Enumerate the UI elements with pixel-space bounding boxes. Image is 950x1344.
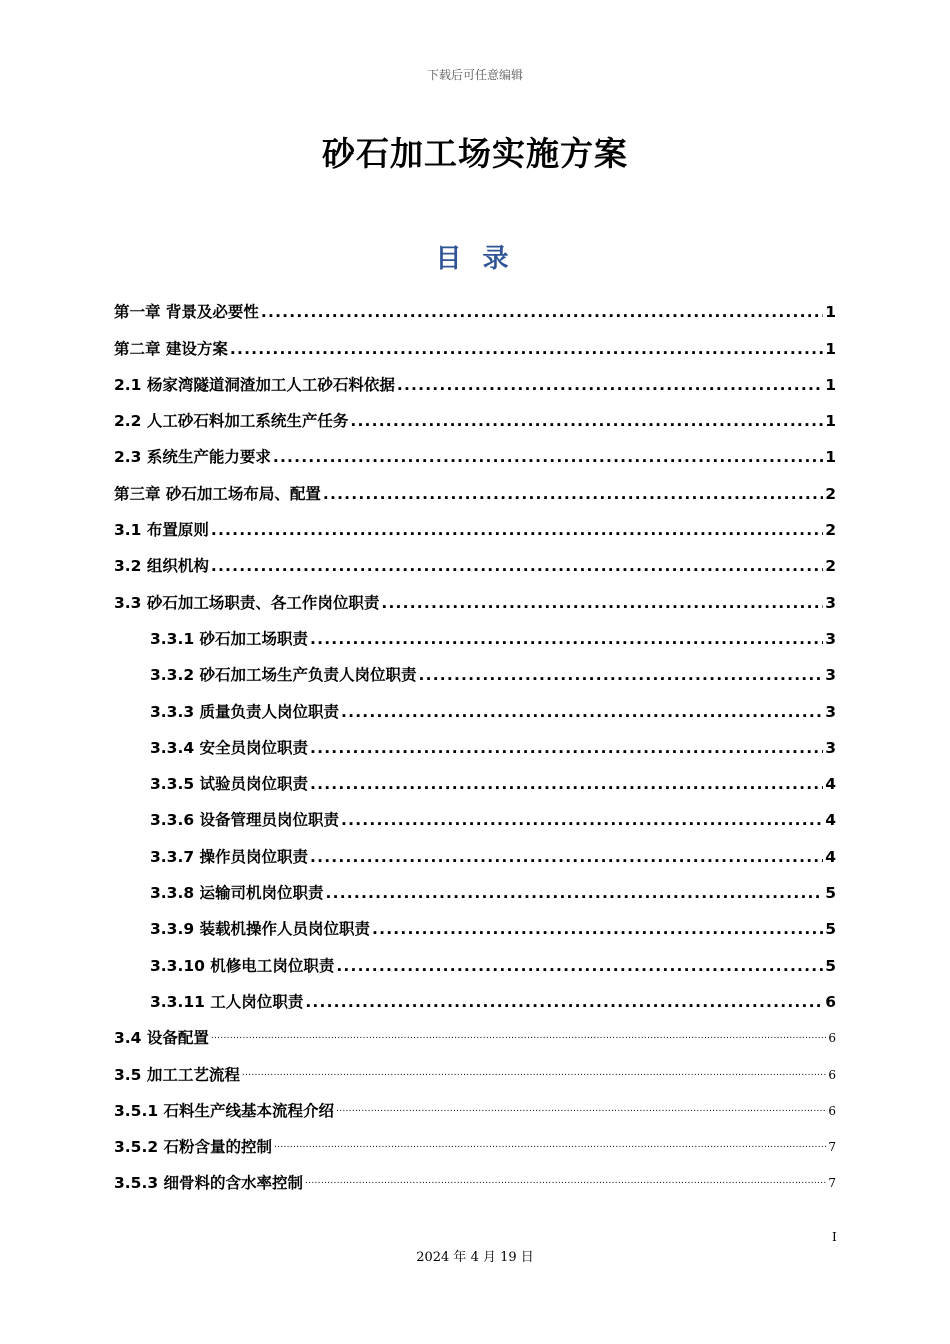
toc-entry-label: 第二章 建设方案 [114,339,228,358]
toc-dot-leader [419,657,824,693]
toc-entry[interactable] [114,1165,836,1201]
toc-dot-leader [242,1057,827,1093]
toc-entry-page: 1 [825,339,836,358]
toc-entry-page: 1 [825,412,836,431]
toc-entry-label: 3.3.1 砂石加工场职责 [150,629,309,648]
toc-entry-label: 第一章 背景及必要性 [114,303,259,322]
toc-entry-label: 3.3.11 工人岗位职责 [150,992,304,1011]
toc-entry[interactable] [114,766,836,802]
toc-entry[interactable] [114,1056,836,1092]
toc-entry[interactable] [114,294,836,330]
toc-dot-leader [341,802,823,838]
toc-entry-page: 5 [825,920,836,939]
toc-dot-leader [326,875,824,911]
toc-heading: 目 录 [435,244,515,274]
toc-entry[interactable] [114,693,836,729]
toc-entry-label: 3.3.10 机修电工岗位职责 [150,956,335,975]
toc-entry-label: 3.5.1 石料生产线基本流程介绍 [114,1101,335,1120]
toc-entry-label: 3.3.7 操作员岗位职责 [150,847,309,866]
toc-entry-label: 3.5.2 石粉含量的控制 [114,1138,273,1157]
toc-dot-leader [397,367,823,403]
toc-entry[interactable] [114,403,836,439]
footer-date: 2024 年 4 月 19 日 [416,1250,534,1265]
toc-entry-label: 3.3.3 质量负责人岗位职责 [150,702,340,721]
header-note: 下载后可任意编辑 [426,68,523,82]
toc-entry-label: 3.3.9 装载机操作人员岗位职责 [150,920,371,939]
toc-entry[interactable] [114,367,836,403]
toc-entry-page: 7 [828,1176,836,1191]
toc-entry-label: 3.3.2 砂石加工场生产负责人岗位职责 [150,666,417,685]
toc-entry[interactable] [114,1093,836,1129]
toc-entry-page: 3 [825,702,836,721]
toc-entry-page: 1 [825,303,836,322]
toc-entry-page: 3 [825,593,836,612]
toc-entry-label: 2.3 系统生产能力要求 [114,448,271,467]
toc-dot-leader [261,294,823,330]
toc-entry[interactable] [114,984,836,1020]
toc-entry-page: 5 [825,884,836,903]
toc-entry[interactable] [114,657,836,693]
toc-entry-page: 4 [825,775,836,794]
toc-dot-leader [211,1020,827,1056]
table-of-contents [114,294,836,1201]
toc-entry-page: 6 [828,1067,836,1082]
toc-dot-leader [341,694,823,730]
toc-entry-page: 3 [825,738,836,757]
toc-entry-page: 6 [828,1031,836,1046]
toc-dot-leader [230,331,823,367]
toc-entry-page: 5 [825,956,836,975]
toc-entry-label: 2.2 人工砂石料加工系统生产任务 [114,412,349,431]
toc-dot-leader [336,1093,826,1129]
toc-dot-leader [350,403,823,439]
toc-dot-leader [381,585,823,621]
toc-dot-leader [310,730,823,766]
document-title: 砂石加工场实施方案 [322,134,628,173]
toc-entry-page: 4 [825,847,836,866]
toc-entry-label: 3.3.8 运输司机岗位职责 [150,884,324,903]
toc-entry-label: 第三章 砂石加工场布局、配置 [114,484,321,503]
page-number: I [832,1230,837,1244]
toc-entry[interactable] [114,439,836,475]
toc-entry-page: 3 [825,666,836,685]
toc-entry[interactable] [114,621,836,657]
toc-entry-page: 3 [825,629,836,648]
toc-entry[interactable] [114,875,836,911]
toc-entry-page: 2 [825,557,836,576]
toc-dot-leader [211,512,823,548]
toc-dot-leader [211,548,823,584]
toc-dot-leader [305,1165,826,1201]
toc-entry[interactable] [114,475,836,511]
toc-entry-label: 3.3.6 设备管理员岗位职责 [150,811,340,830]
toc-dot-leader [310,621,823,657]
toc-dot-leader [323,476,823,512]
toc-entry[interactable] [114,730,836,766]
toc-entry-label: 3.3.5 试验员岗位职责 [150,775,309,794]
toc-dot-leader [336,948,823,984]
toc-entry[interactable] [114,584,836,620]
toc-entry-page: 6 [828,1103,836,1118]
toc-entry[interactable] [114,548,836,584]
toc-entry[interactable] [114,838,836,874]
toc-entry-label: 3.1 布置原则 [114,521,209,540]
toc-dot-leader [372,911,823,947]
toc-entry-page: 6 [825,992,836,1011]
toc-entry[interactable] [114,330,836,366]
toc-entry-label: 3.2 组织机构 [114,557,209,576]
toc-entry[interactable] [114,1129,836,1165]
toc-entry[interactable] [114,802,836,838]
toc-entry-page: 7 [828,1140,836,1155]
toc-entry-label: 2.1 杨家湾隧道洞渣加工人工砂石料依据 [114,375,395,394]
toc-entry-label: 3.3 砂石加工场职责、各工作岗位职责 [114,593,380,612]
toc-entry[interactable] [114,911,836,947]
toc-dot-leader [310,839,823,875]
toc-entry[interactable] [114,512,836,548]
toc-dot-leader [310,766,823,802]
toc-entry[interactable] [114,1020,836,1056]
toc-entry-label: 3.5.3 细骨料的含水率控制 [114,1174,304,1193]
toc-entry-page: 2 [825,484,836,503]
toc-entry-label: 3.5 加工工艺流程 [114,1065,240,1084]
toc-entry-page: 1 [825,375,836,394]
toc-dot-leader [273,439,823,475]
toc-dot-leader [274,1129,826,1165]
toc-entry-page: 1 [825,448,836,467]
toc-entry-page: 4 [825,811,836,830]
toc-entry-label: 3.3.4 安全员岗位职责 [150,738,309,757]
toc-dot-leader [305,984,823,1020]
toc-entry[interactable] [114,947,836,983]
toc-entry-label: 3.4 设备配置 [114,1029,209,1048]
toc-entry-page: 2 [825,521,836,540]
